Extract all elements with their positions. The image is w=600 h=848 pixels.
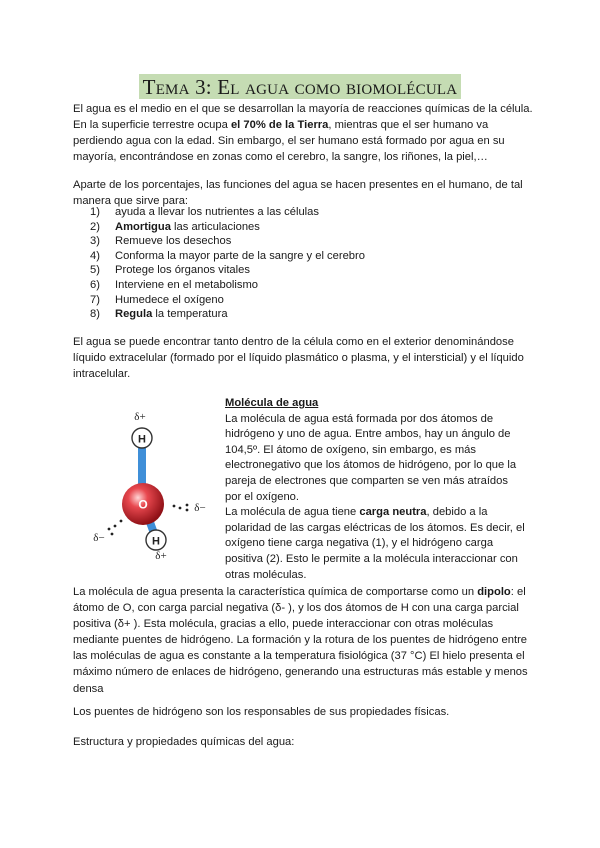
lone-pair-dot [186, 504, 189, 507]
lone-pair-dot [120, 520, 123, 523]
delta-plus-lower: δ+ [155, 550, 167, 562]
molecule-section [225, 396, 527, 583]
list-item: 5) Protege los órganos vitales [90, 264, 250, 277]
title-area [0, 74, 600, 99]
functions-list [90, 205, 510, 322]
intro-text-2: , mientras que el ser humano va perdiendo agua con la edad. Sin embargo, el ser humano está formado por agua en su mayoría, encontrándose en zonas como el cerebro, la sangre, los riñones, la piel,… [73, 119, 505, 164]
page-title: Tema 3: El agua como biomolécula [139, 74, 462, 99]
list-item: 8) Regula la temperatura [90, 308, 228, 321]
delta-minus-right: δ− [194, 502, 206, 514]
molecule-paragraph-2b: , debido a la polaridad de las cargas eléctricas de los átomos. Es decir, el oxígeno tiene carga negativa (1), y el hidrógeno carga positiva (2). Esto le permite a la molécula interaccionar con otras moléculas. [225, 506, 525, 581]
dipole-bold: dipolo [477, 586, 511, 598]
list-item: 2) Amortigua las articulaciones [90, 220, 260, 233]
list-item: 6) Interviene en el metabolismo [90, 278, 259, 291]
intro-bold: el 70% de la Tierra [230, 119, 329, 132]
structure-heading: Estructura y propiedades químicas del agua: [73, 736, 295, 748]
lone-pair-dot [186, 509, 189, 512]
dipole-text-2: : el átomo de O, con carga parcial negativa (δ- ), y los dos átomos de H con una carga parcial positiva (δ+ ). Esta molécula, gracias a ello, puede interaccionar con otras moléculas mediante puentes de hidrógeno. La formación y la rotura de los puentes de hidrógeno entre las moléculas de agua es constante a la temperatura fisiológica (37 °C) El hielo presenta el máximo número de enlaces de hidrógeno, generando una estructuras más estable y menos densa [73, 586, 528, 695]
delta-minus-left: δ− [93, 532, 105, 544]
hydrogen-label-upper: H [138, 433, 146, 446]
list-item: 7) Humedece el oxígeno [90, 293, 224, 306]
lone-pair-dot [111, 533, 114, 536]
list-item: 4) Conforma la mayor parte de la sangre y el cerebro [90, 249, 365, 262]
molecule-heading: Molécula de agua [225, 397, 319, 409]
intro-text-1: El agua es el medio en el que se desarrollan la mayoría de reacciones químicas de la célula. En la superficie terrestre ocupa [73, 103, 533, 132]
lone-pair-dot [179, 507, 182, 510]
list-item: 1) ayuda a llevar los nutrientes a las células [90, 206, 319, 218]
lone-pair-dot [114, 525, 117, 528]
dipole-paragraph [73, 584, 533, 697]
hbonds-paragraph: Los puentes de hidrógeno son los responsables de sus propiedades físicas. [73, 706, 450, 718]
delta-plus-upper: δ+ [134, 411, 146, 423]
lone-pair-dot [173, 505, 176, 508]
hydrogen-label-lower: H [152, 535, 160, 548]
molecule-paragraph-1: La molécula de agua está formada por dos átomos de hidrógeno y uno de agua. Entre ambos, hay un ángulo de 104,5º. El átomo de oxígeno, sin embargo, es más electronegativo que los átomos de hidrógeno, por lo que la pareja de electrones que comparten se ven más atraídos por el oxígeno. [225, 412, 517, 503]
intro-paragraph [73, 101, 533, 165]
lone-pair-dot [108, 528, 111, 531]
list-item: 3) Remueve los desechos [90, 235, 232, 248]
functions-intro: Aparte de los porcentajes, las funciones del agua se hacen presentes en el humano, de tal manera que sirve para: [73, 179, 523, 208]
water-molecule-diagram [88, 404, 208, 564]
molecule-paragraph-2a: La molécula de agua tiene [225, 506, 360, 519]
molecule-bold-neutral: carga neutra [359, 506, 427, 519]
dipole-text-1: La molécula de agua presenta la característica química de comportarse como un [73, 586, 478, 598]
oxygen-label: O [138, 497, 148, 512]
location-paragraph: El agua se puede encontrar tanto dentro de la célula como en el exterior denominándose líquido extracelular (formado por el líquido plasmático o plasma, y el intersticial) y el líquido intracelular. [73, 336, 524, 381]
